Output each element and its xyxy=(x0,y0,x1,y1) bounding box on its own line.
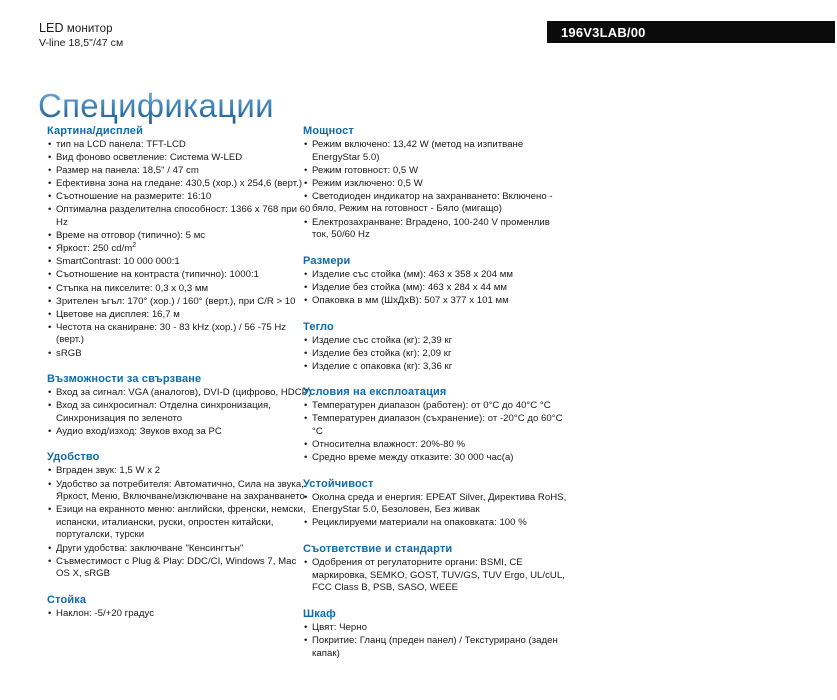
spec-group xyxy=(47,124,312,360)
spec-item-text: Покритие: Гланц (преден панел) / Текстурирано (заден капак) xyxy=(312,634,558,659)
spec-item-text: Зрителен ъгъл: 170° (хор.) / 160° (верт.), при C/R > 10 xyxy=(56,295,296,307)
spec-list-item xyxy=(47,256,312,269)
bullet-dot-icon: • xyxy=(304,347,308,359)
spec-list xyxy=(303,492,568,530)
model-number-badge xyxy=(547,21,835,43)
spec-item-text: Аудио вход/изход: Звуков вход за PC xyxy=(56,425,222,437)
spec-group-title: Шкаф xyxy=(303,607,336,620)
spec-list-item xyxy=(303,635,568,660)
product-type-rest: монитор xyxy=(63,23,113,35)
spec-group-title: Тегло xyxy=(303,320,334,333)
spec-list-item xyxy=(47,465,312,478)
spec-list xyxy=(303,557,568,595)
spec-group xyxy=(303,385,568,464)
spec-list-item xyxy=(303,361,568,374)
spec-list-item xyxy=(303,178,568,191)
spec-list-item xyxy=(47,543,312,556)
spec-list-item xyxy=(303,295,568,308)
spec-item-text: SmartContrast: 10 000 000:1 xyxy=(56,256,180,268)
spec-item-text: Електрозахранване: Вградено, 100-240 V променлив ток, 50/60 Hz xyxy=(312,216,550,241)
bullet-dot-icon: • xyxy=(48,465,52,477)
spec-list-item xyxy=(47,608,312,621)
spec-list-item xyxy=(47,322,312,347)
spec-list-item xyxy=(47,309,312,322)
spec-group xyxy=(47,372,312,438)
spec-list-item xyxy=(303,492,568,517)
spec-item-text: Други удобства: заключване "Кенсингтън" xyxy=(56,542,244,554)
spec-item-text: Време на отговор (типично): 5 мс xyxy=(56,230,206,242)
spec-list xyxy=(303,139,568,242)
spec-item-text: Съотношение на размерите: 16:10 xyxy=(56,191,212,203)
spec-item-text: Вход за синхросигнал: Отделна синхронизация, Синхронизация по зеленото xyxy=(56,400,271,424)
spec-group xyxy=(47,593,312,621)
spec-list xyxy=(47,139,312,360)
spec-item-text: Одобрения от регулаторните органи: BSMI, CE маркировка, SEMKO, GOST, TUV/GS, TUV Ergo, UL/cUL, FCC Class B, PSB, SASO, WEEE xyxy=(312,557,565,594)
spec-item-text: Вграден звук: 1,5 W x 2 xyxy=(56,465,161,477)
spec-item-text: Яркост: 250 $cd/m^2$ xyxy=(56,242,137,255)
spec-item-text: Размер на панела: 18,5" / 47 cm xyxy=(56,165,199,177)
bullet-dot-icon: • xyxy=(48,191,52,203)
spec-list xyxy=(47,608,312,621)
spec-list-item xyxy=(303,413,568,438)
spec-list-item xyxy=(303,139,568,164)
bullet-dot-icon: • xyxy=(304,439,308,451)
spec-group-title: Съответствие и стандарти xyxy=(303,543,453,556)
bullet-dot-icon: • xyxy=(304,164,308,176)
spec-list-item xyxy=(47,426,312,439)
bullet-dot-icon: • xyxy=(304,452,308,464)
spec-list-item xyxy=(47,139,312,152)
spec-list-item xyxy=(47,479,312,504)
spec-list xyxy=(303,400,568,464)
spec-item-text: Вход за сигнал: VGA (аналогов), DVI-D (цифрово, HDCP) xyxy=(56,387,312,399)
spec-item-text: Стъпка на пикселите: 0,3 x 0,3 мм xyxy=(56,282,209,294)
spec-list-item xyxy=(303,557,568,595)
bullet-dot-icon: • xyxy=(48,387,52,399)
spec-group-title: Картина/дисплей xyxy=(47,125,143,137)
bullet-dot-icon: • xyxy=(304,621,308,633)
spec-item-text: Вид фоново осветление: Система W-LED xyxy=(56,152,243,164)
bullet-dot-icon: • xyxy=(48,243,52,255)
spec-item-text: Температурен диапазон (съхранение): от -20°C до 60°C °C xyxy=(312,413,563,437)
spec-group-title: Стойка xyxy=(47,593,87,606)
bullet-dot-icon: • xyxy=(48,295,52,307)
bullet-dot-icon: • xyxy=(304,400,308,412)
spec-item-text: Температурен диапазон (работен): от 0°C до 40°C °C xyxy=(312,400,551,412)
bullet-dot-icon: • xyxy=(304,557,308,569)
spec-item-text: Наклон: -5/+20 градус xyxy=(56,607,155,619)
model-number-text: 196V3LAB/00 xyxy=(561,25,646,40)
spec-group xyxy=(303,542,568,595)
bullet-dot-icon: • xyxy=(48,478,52,490)
spec-item-text: Оптимална разделителна способност: 1366 x 768 при 60 Hz xyxy=(56,204,311,229)
spec-list-item xyxy=(47,243,312,256)
spec-item-text: Опаковка в мм (ШxДxВ): 507 x 377 x 101 мм xyxy=(312,294,509,306)
spec-item-text: Изделие със стойка (кг): 2,39 кг xyxy=(312,334,453,346)
bullet-dot-icon: • xyxy=(48,400,52,412)
spec-item-text: Езици на екранното меню: английски, френски, немски, испански, италиански, руски, опростен китайски, португалски, турски xyxy=(56,504,306,541)
spec-list xyxy=(303,335,568,374)
spec-list-item xyxy=(303,191,568,216)
spec-list xyxy=(47,465,312,580)
spec-group-title: Размери xyxy=(303,254,351,267)
bullet-dot-icon: • xyxy=(48,347,52,359)
bullet-dot-icon: • xyxy=(304,491,308,503)
spec-list-item xyxy=(47,283,312,296)
bullet-dot-icon: • xyxy=(304,334,308,346)
bullet-dot-icon: • xyxy=(304,216,308,228)
bullet-dot-icon: • xyxy=(304,413,308,425)
spec-group xyxy=(303,254,568,308)
spec-item-text: Относителна влажност: 20%-80 % xyxy=(312,439,466,451)
spec-item-text: Рециклируеми материали на опаковката: 100 % xyxy=(312,517,527,529)
spec-list-item xyxy=(303,400,568,413)
spec-list-item xyxy=(47,204,312,229)
bullet-dot-icon: • xyxy=(48,230,52,242)
bullet-dot-icon: • xyxy=(304,268,308,280)
spec-item-text: Изделие със стойка (мм): 463 x 358 x 204 мм xyxy=(312,268,514,280)
spec-item-text: Режим включено: 13,42 W (метод на изпитване EnergyStar 5.0) xyxy=(312,139,524,163)
spec-list-item xyxy=(47,556,312,581)
spec-list-item xyxy=(47,152,312,165)
spec-list-item xyxy=(303,439,568,452)
bullet-dot-icon: • xyxy=(304,517,308,529)
document-header xyxy=(0,0,837,58)
spec-list xyxy=(303,622,568,660)
spec-group-title: Удобство xyxy=(47,451,100,464)
page-title: Спецификации xyxy=(38,87,274,125)
spec-group xyxy=(303,477,568,530)
spec-list-item xyxy=(47,296,312,309)
spec-list-item xyxy=(303,622,568,635)
bullet-dot-icon: • xyxy=(48,204,52,216)
spec-group xyxy=(303,124,568,242)
spec-item-text: Честота на сканиране: 30 - 83 kHz (хор.) / 56 -75 Hz (верт.) xyxy=(56,321,287,346)
spec-list-item xyxy=(47,269,312,282)
spec-list-item xyxy=(303,335,568,348)
spec-item-text: Изделие без стойка (мм): 463 x 284 x 44 мм xyxy=(312,281,507,293)
bullet-dot-icon: • xyxy=(304,294,308,306)
bullet-dot-icon: • xyxy=(48,152,52,164)
spec-group xyxy=(303,320,568,374)
spec-group-title: Мощност xyxy=(303,125,354,137)
spec-list xyxy=(47,387,312,438)
bullet-dot-icon: • xyxy=(48,178,52,190)
spec-group-title: Условия на експлоатация xyxy=(303,386,447,399)
spec-item-text: sRGB xyxy=(56,347,82,359)
spec-item-text: Изделие с опаковка (кг): 3,36 кг xyxy=(312,360,453,372)
specifications-column-left xyxy=(47,124,312,621)
spec-group-title: Възможности за свързване xyxy=(47,373,202,386)
bullet-dot-icon: • xyxy=(48,542,52,554)
spec-item-text: Съотношение на контраста (типично): 1000:1 xyxy=(56,269,259,281)
spec-group-title: Устойчивост xyxy=(303,477,374,490)
spec-list-item xyxy=(303,282,568,295)
spec-list-item xyxy=(47,165,312,178)
bullet-dot-icon: • xyxy=(304,139,308,150)
spec-item-text: Режим изключено: 0,5 W xyxy=(312,177,423,189)
spec-list xyxy=(303,269,568,308)
spec-item-text: Средно време между отказите: 30 000 час(а) xyxy=(312,452,514,464)
spec-list-item xyxy=(47,387,312,400)
bullet-dot-icon: • xyxy=(48,308,52,320)
bullet-dot-icon: • xyxy=(48,425,52,437)
spec-list-item xyxy=(303,452,568,465)
bullet-dot-icon: • xyxy=(48,165,52,177)
spec-list-item xyxy=(303,269,568,282)
spec-group xyxy=(303,607,568,660)
spec-item-text: Цветове на дисплея: 16,7 м xyxy=(56,308,180,320)
bullet-dot-icon: • xyxy=(48,504,52,516)
spec-item-text: Съвместимост с Plug & Play: DDC/CI, Windows 7, Mac OS X, sRGB xyxy=(56,555,297,580)
spec-list-item xyxy=(303,165,568,178)
spec-list-item xyxy=(303,348,568,361)
bullet-dot-icon: • xyxy=(48,139,52,150)
bullet-dot-icon: • xyxy=(304,634,308,646)
spec-list-item xyxy=(47,230,312,243)
spec-item-text: Цвят: Черно xyxy=(312,621,367,633)
bullet-dot-icon: • xyxy=(48,321,52,333)
bullet-dot-icon: • xyxy=(48,607,52,619)
bullet-dot-icon: • xyxy=(304,360,308,372)
spec-list-item xyxy=(47,178,312,191)
spec-list-item xyxy=(47,348,312,361)
spec-list-item xyxy=(47,191,312,204)
spec-list-item xyxy=(303,517,568,530)
spec-list-item xyxy=(47,400,312,425)
product-subtitle: V-line 18,5"/47 см xyxy=(39,37,124,49)
bullet-dot-icon: • xyxy=(48,256,52,268)
bullet-dot-icon: • xyxy=(48,555,52,567)
spec-item-text: Режим готовност: 0,5 W xyxy=(312,164,419,176)
specifications-column-right xyxy=(303,124,568,661)
spec-item-text: Околна среда и енергия: EPEAT Silver, Директива RoHS, EnergyStar 5.0, Безоловен, Без живак xyxy=(312,491,567,516)
bullet-dot-icon: • xyxy=(48,269,52,281)
spec-item-text: тип на LCD панела: TFT-LCD xyxy=(56,139,186,150)
spec-item-text: Светодиоден индикатор на захранването: Включено - бяло, Режим на готовност - Бяло (мигащо) xyxy=(312,190,553,215)
bullet-dot-icon: • xyxy=(304,281,308,293)
spec-group xyxy=(47,450,312,580)
bullet-dot-icon: • xyxy=(48,282,52,294)
spec-list-item xyxy=(47,504,312,542)
spec-list-item xyxy=(303,217,568,242)
product-type-prefix: LED xyxy=(39,21,64,35)
bullet-dot-icon: • xyxy=(304,190,308,202)
bullet-dot-icon: • xyxy=(304,177,308,189)
spec-item-text: Удобство за потребителя: Автоматично, Сила на звука, Яркост, Меню, Включване/изключване на захранването xyxy=(56,478,305,503)
spec-item-text: Изделие без стойка (кг): 2,09 кг xyxy=(312,347,452,359)
product-type-line xyxy=(39,21,113,37)
spec-item-text: Ефективна зона на гледане: 430,5 (хор.) x 254,6 (верт.) xyxy=(56,178,303,190)
